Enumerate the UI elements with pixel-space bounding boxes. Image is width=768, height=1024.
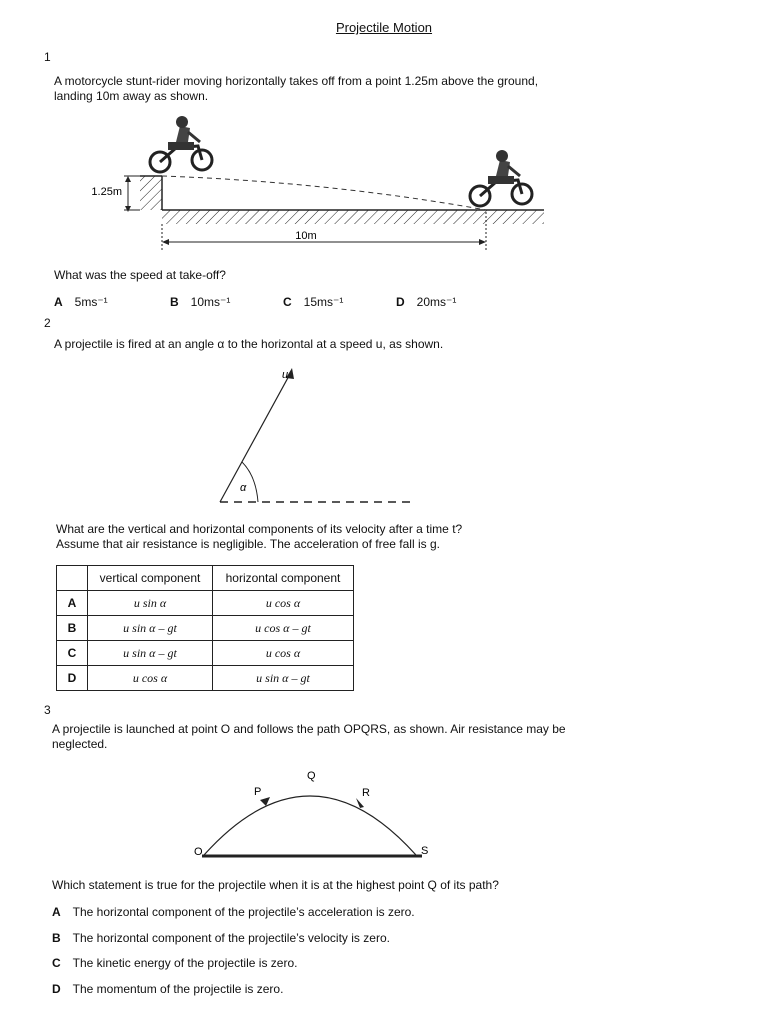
point-s-label: S	[421, 845, 429, 857]
velocity-vector	[220, 374, 290, 502]
q3-option-a-letter: A	[52, 905, 61, 919]
q1-option-a-text: 5ms⁻¹	[74, 295, 108, 309]
question-3-text-line2: neglected.	[52, 737, 108, 751]
trajectory-diagram	[190, 765, 440, 865]
table-row[interactable]	[57, 641, 354, 666]
point-r-label: R	[362, 787, 370, 799]
stunt-diagram	[80, 112, 560, 252]
parabolic-path	[204, 796, 416, 855]
angle-label: α	[240, 482, 247, 494]
question-2-prompt	[56, 522, 462, 552]
motorcycle-takeoff-icon	[150, 116, 212, 172]
motorcycle-landing-icon	[470, 150, 532, 206]
q3-option-d-text: The momentum of the projectile is zero.	[72, 982, 284, 996]
q1-option-b[interactable]	[170, 295, 230, 309]
q3-option-a[interactable]	[52, 905, 415, 919]
q3-option-b-text: The horizontal component of the projectile’s velocity is zero.	[72, 931, 390, 945]
q1-option-d-text: 20ms⁻¹	[416, 295, 457, 309]
table-header-horizontal: horizontal component	[213, 566, 354, 591]
q1-option-a[interactable]	[54, 295, 108, 309]
row-horizontal: u cos α	[213, 591, 354, 616]
takeoff-platform	[140, 176, 162, 210]
question-3-number: 3	[44, 703, 51, 717]
table-header-vertical: vertical component	[88, 566, 213, 591]
q3-option-c-text: The kinetic energy of the projectile is zero.	[72, 956, 298, 970]
table-row[interactable]	[57, 666, 354, 691]
question-1-text	[54, 74, 744, 104]
row-horizontal: u cos α – gt	[213, 616, 354, 641]
row-vertical: u sin α – gt	[88, 616, 213, 641]
point-p-label: P	[254, 786, 262, 798]
question-1-number: 1	[44, 50, 51, 64]
table-row[interactable]	[57, 591, 354, 616]
q1-option-d-letter: D	[396, 295, 405, 309]
page-title: Projectile Motion	[335, 20, 433, 35]
question-1-text-line1: A motorcycle stunt-rider moving horizontally takes off from a point 1.25m above the ground,	[54, 74, 539, 88]
row-vertical: u sin α	[88, 591, 213, 616]
q3-option-b[interactable]	[52, 931, 390, 945]
q3-option-c-letter: C	[52, 956, 61, 970]
q3-option-a-text: The horizontal component of the projectile’s acceleration is zero.	[72, 905, 415, 919]
question-3-text-line1: A projectile is launched at point O and follows the path OPQRS, as shown. Air resistance may be	[52, 722, 566, 736]
q3-option-d-letter: D	[52, 982, 61, 996]
row-horizontal: u sin α – gt	[213, 666, 354, 691]
question-1-prompt: What was the speed at take-off?	[54, 268, 226, 282]
q3-option-c[interactable]	[52, 956, 297, 970]
q1-option-c[interactable]	[283, 295, 343, 309]
q1-option-b-text: 10ms⁻¹	[190, 295, 231, 309]
speed-label: u	[282, 369, 289, 381]
q3-option-d[interactable]	[52, 982, 283, 996]
question-3-text	[52, 722, 752, 752]
components-table	[56, 565, 354, 691]
trajectory-path	[162, 176, 486, 210]
table-corner-cell	[57, 566, 88, 591]
q3-option-b-letter: B	[52, 931, 61, 945]
row-vertical: u sin α – gt	[88, 641, 213, 666]
height-label: 1.25m	[91, 186, 122, 198]
row-letter: D	[57, 666, 88, 691]
launch-angle-diagram	[210, 360, 420, 512]
point-o-label: O	[194, 846, 203, 858]
question-2-number: 2	[44, 316, 51, 330]
row-vertical: u cos α	[88, 666, 213, 691]
question-2-text: A projectile is fired at an angle α to the horizontal at a speed u, as shown.	[54, 337, 444, 351]
arrow-at-r	[356, 798, 364, 808]
question-1-text-line2: landing 10m away as shown.	[54, 89, 209, 103]
table-row[interactable]	[57, 616, 354, 641]
distance-label: 10m	[295, 230, 317, 242]
question-2-prompt-line2: Assume that air resistance is negligible. The acceleration of free fall is g.	[56, 537, 440, 551]
row-letter: C	[57, 641, 88, 666]
ground-hatch	[162, 210, 544, 224]
q1-option-a-letter: A	[54, 295, 63, 309]
q1-option-d[interactable]	[396, 295, 456, 309]
row-letter: A	[57, 591, 88, 616]
table-header-row	[57, 566, 354, 591]
point-q-label: Q	[307, 770, 316, 782]
question-3-prompt: Which statement is true for the projectile when it is at the highest point Q of its path?	[52, 878, 499, 892]
row-horizontal: u cos α	[213, 641, 354, 666]
q1-option-b-letter: B	[170, 295, 179, 309]
q1-option-c-text: 15ms⁻¹	[303, 295, 344, 309]
q1-option-c-letter: C	[283, 295, 292, 309]
row-letter: B	[57, 616, 88, 641]
question-2-prompt-line1: What are the vertical and horizontal components of its velocity after a time t?	[56, 522, 463, 536]
